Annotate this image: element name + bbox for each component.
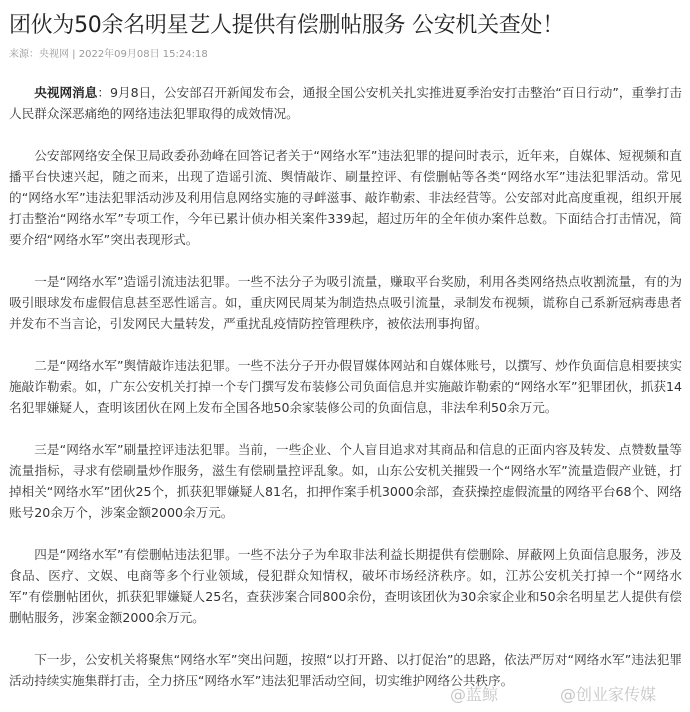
meta-separator: | [69, 49, 79, 60]
source-label: 来源： [9, 49, 39, 60]
publish-date: 2022年09月08日 15:24:18 [78, 49, 208, 60]
lead-label: 央视网消息 [34, 85, 98, 100]
watermark: @创业家传媒 [560, 685, 657, 704]
article-title: 团伙为50余名明星艺人提供有偿删帖服务 公安机关查处！ [9, 13, 564, 38]
paragraph-lead [9, 82, 682, 124]
paragraph: 四是“网络水军”有偿删帖违法犯罪。一些不法分子为牟取非法利益长期提供有偿删除、屏蔽网上负面信息服务，涉及食品、医疗、文娱、电商等多个行业领域，侵犯群众知情权，破坏市场经济秩序。如，江苏公安机关打掉一个“网络水军”有偿删帖团伙，抓获犯罪嫌疑人25名，查获涉案合同800余份，查明该团伙为30余家企业和50余名明星艺人提供有偿删帖服务，涉案金额2000余万元。 [9, 547, 682, 625]
paragraph: 下一步，公安机关将聚焦“网络水军”突出问题，按照“以打开路、以打促治”的思路，依法严厉对“网络水军”违法犯罪活动持续实施集群打击，全力挤压“网络水军”违法犯罪活动空间，切实维护网络公共秩序。 [9, 652, 682, 688]
article-body [9, 82, 682, 712]
paragraph: 一是“网络水军”造谣引流违法犯罪。一些不法分子为吸引流量，赚取平台奖励，利用各类网络热点收割流量，有的为吸引眼球发布虚假信息甚至恶性谣言。如，重庆网民周某为制造热点吸引流量，录制发布视频，谎称自己系新冠病毒患者并发布不当言论，引发网民大量转发，严重扰乱疫情防控管理秩序，被依法刑事拘留。 [9, 274, 682, 331]
lead-text: ：9月8日，公安部召开新闻发布会，通报全国公安机关扎实推进夏季治安打击整治“百日行动”，重拳打击人民群众深恶痛绝的网络违法犯罪取得的成效情况。 [9, 85, 683, 121]
source-link[interactable]: 央视网 [39, 49, 69, 60]
watermark: @蓝鲸 [450, 685, 499, 704]
article-meta [9, 45, 208, 60]
paragraph: 二是“网络水军”舆情敲诈违法犯罪。一些不法分子开办假冒媒体网站和自媒体账号，以撰写、炒作负面信息相要挟实施敲诈勒索。如，广东公安机关打掉一个专门撰写发布装修公司负面信息并实施敲诈勒索的“网络水军”犯罪团伙，抓获14名犯罪嫌疑人，查明该团伙在网上发布全国各地50余家装修公司的负面信息，非法牟利50余万元。 [9, 358, 682, 415]
paragraph: 公安部网络安全保卫局政委孙劲峰在回答记者关于“网络水军”违法犯罪的提问时表示，近年来，自媒体、短视频和直播平台快速兴起，随之而来，出现了造谣引流、舆情敲诈、刷量控评、有偿删帖等各类“网络水军”违法犯罪活动。常见的“网络水军”违法犯罪活动涉及利用信息网络实施的寻衅滋事、敲诈勒索、非法经营等。公安部对此高度重视，组织开展打击整治“网络水军”专项工作，今年已累计侦办相关案件339起，超过历年的全年侦办案件总数。下面结合打击情况，简要介绍“网络水军”突出表现形式。 [9, 148, 682, 247]
paragraph: 三是“网络水军”刷量控评违法犯罪。当前，一些企业、个人盲目追求对其商品和信息的正面内容及转发、点赞数量等流量指标，寻求有偿刷量炒作服务，滋生有偿刷量控评乱象。如，山东公安机关摧毁一个“网络水军”流量造假产业链，打掉相关“网络水军”团伙25个，抓获犯罪嫌疑人81名，扣押作案手机3000余部，查获操控虚假流量的网络平台68个、网络账号20余万个，涉案金额2000余万元。 [9, 442, 682, 520]
